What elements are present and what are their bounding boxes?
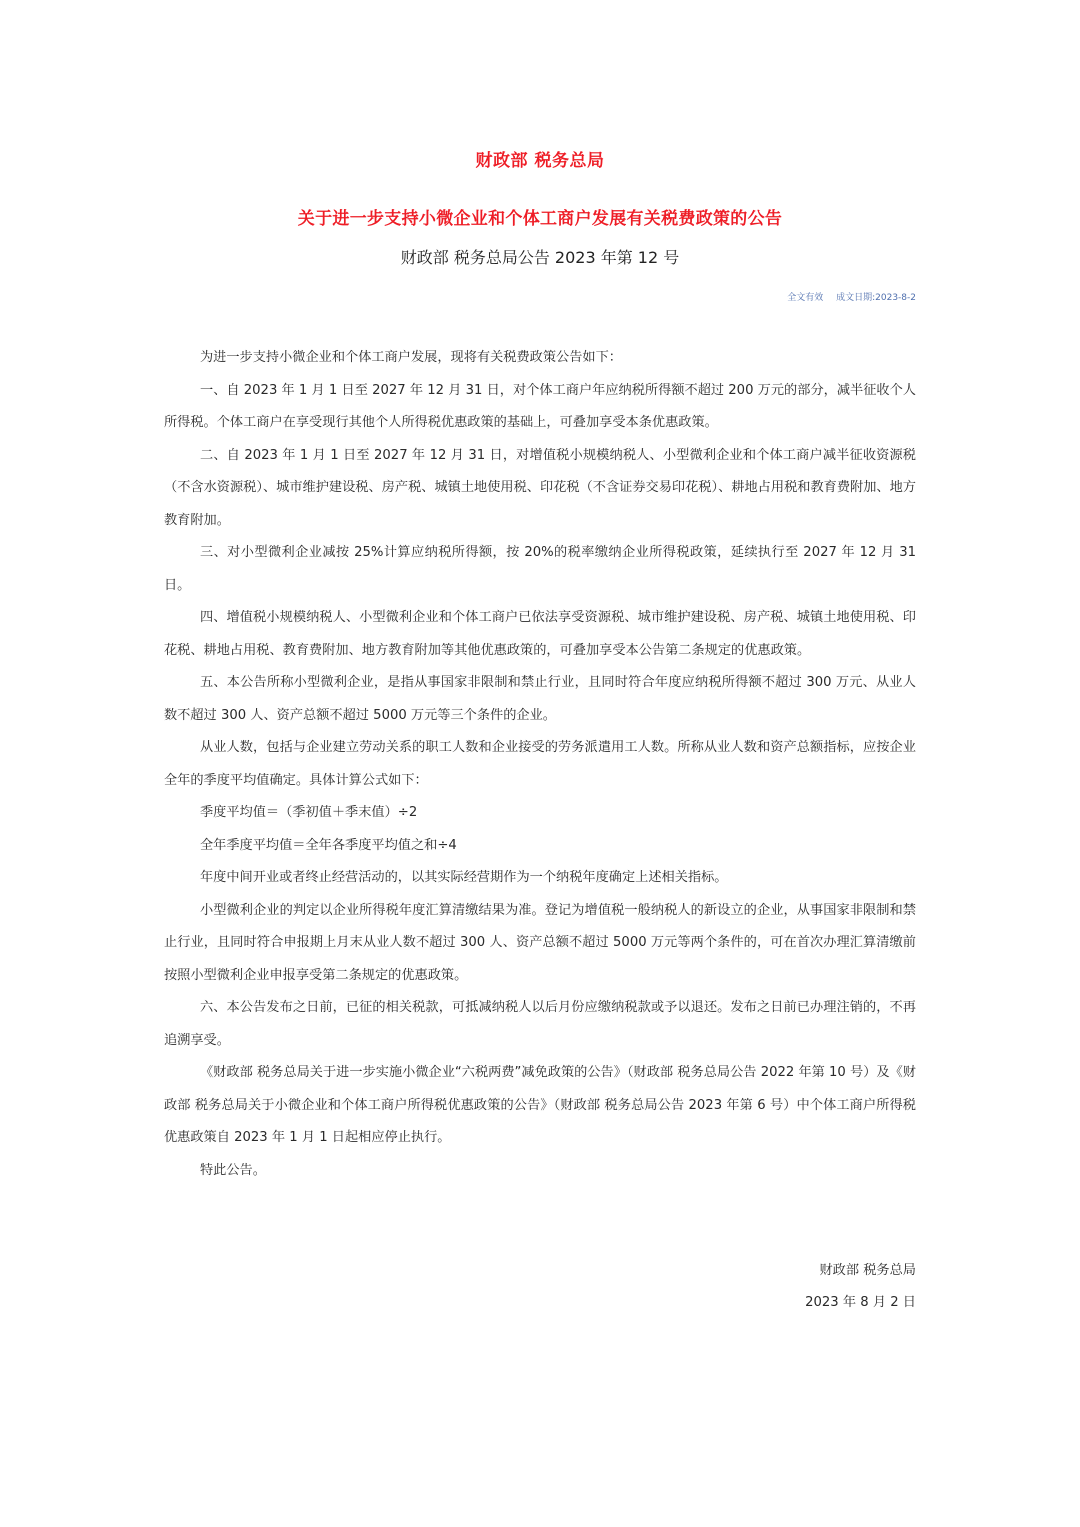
paragraph-article-4: 四、增值税小规模纳税人、小型微利企业和个体工商户已依法享受资源税、城市维护建设税、房产税、城镇土地使用税、印花税、耕地占用税、教育费附加、地方教育附加等其他优惠政策的，可叠加享受本公告第二条规定的优惠政策。: [164, 610, 916, 658]
validity-status: 全文有效: [787, 293, 824, 303]
paragraph-mid-year: 年度中间开业或者终止经营活动的，以其实际经营期作为一个纳税年度确定上述相关指标。: [200, 870, 728, 885]
paragraph-closing: 特此公告。: [200, 1162, 266, 1178]
paragraph-article-6: 六、本公告发布之日前，已征的相关税款，可抵减纳税人以后月份应缴纳税款或予以退还。发布之日前已办理注销的，不再追溯享受。: [164, 1000, 916, 1048]
paragraph-article-2: 二、自 2023 年 1 月 1 日至 2027 年 12 月 31 日，对增值税小规模纳税人、小型微利企业和个体工商户减半征收资源税（不含水资源税）、城市维护建设税、房产税、城镇土地使用税、印花税（不含证券交易印花税）、耕地占用税和教育费附加、地方教育附加。: [164, 447, 916, 528]
paragraph-article-3: 三、对小型微利企业减按 25%计算应纳税所得额，按 20%的税率缴纳企业所得税政策，延续执行至 2027 年 12 月 31 日。: [164, 545, 916, 593]
document-title: 关于进一步支持小微企业和个体工商户发展有关税费政策的公告: [297, 209, 783, 229]
paragraph-article-1: 一、自 2023 年 1 月 1 日至 2027 年 12 月 31 日，对个体工商户年应纳税所得额不超过 200 万元的部分，减半征收个人所得税。个体工商户在享受现行其他个人所得税优惠政策的基础上，可叠加享受本条优惠政策。: [164, 382, 916, 430]
paragraph-repeal: 《财政部 税务总局关于进一步实施小微企业“六税两费”减免政策的公告》（财政部 税务总局公告 2022 年第 10 号）及《财政部 税务总局关于小微企业和个体工商户所得税优惠政策的公告》（财政部 税务总局公告 2023 年第 6 号）中个体工商户所得税优惠政策自 2023 年 1 月 1 日起相应停止执行。: [164, 1065, 916, 1145]
formula-annual-average: 全年季度平均值＝全年各季度平均值之和÷4: [200, 837, 457, 853]
document-meta: [777, 290, 916, 303]
paragraph-employees-definition: 从业人数，包括与企业建立劳动关系的职工人数和企业接受的劳务派遣用工人数。所称从业人数和资产总额指标，应按企业全年的季度平均值确定。具体计算公式如下：: [164, 740, 916, 788]
paragraph-intro: 为进一步支持小微企业和个体工商户发展，现将有关税费政策公告如下：: [200, 350, 622, 365]
issue-date: 成文日期:2023-8-2: [836, 293, 916, 303]
signoff-block: [805, 1255, 916, 1319]
document-body: [164, 342, 916, 1187]
paragraph-article-5: 五、本公告所称小型微利企业，是指从事国家非限制和禁止行业，且同时符合年度应纳税所得额不超过 300 万元、从业人数不超过 300 人、资产总额不超过 5000 万元等三个条件的企业。: [164, 675, 916, 723]
signoff-issuer: 财政部 税务总局: [819, 1263, 916, 1278]
issuer-heading: 财政部 税务总局: [475, 151, 605, 171]
formula-quarterly-average: 季度平均值＝（季初值＋季末值）÷2: [200, 805, 418, 820]
document-number: 财政部 税务总局公告 2023 年第 12 号: [400, 248, 680, 267]
signoff-date: 2023 年 8 月 2 日: [805, 1295, 916, 1310]
paragraph-determination: 小型微利企业的判定以企业所得税年度汇算清缴结果为准。登记为增值税一般纳税人的新设立的企业，从事国家非限制和禁止行业，且同时符合申报期上月末从业人数不超过 300 人、资产总额不超过 5000 万元等两个条件的，可在首次办理汇算清缴前按照小型微利企业申报享受第二条规定的优惠政策。: [164, 902, 916, 983]
